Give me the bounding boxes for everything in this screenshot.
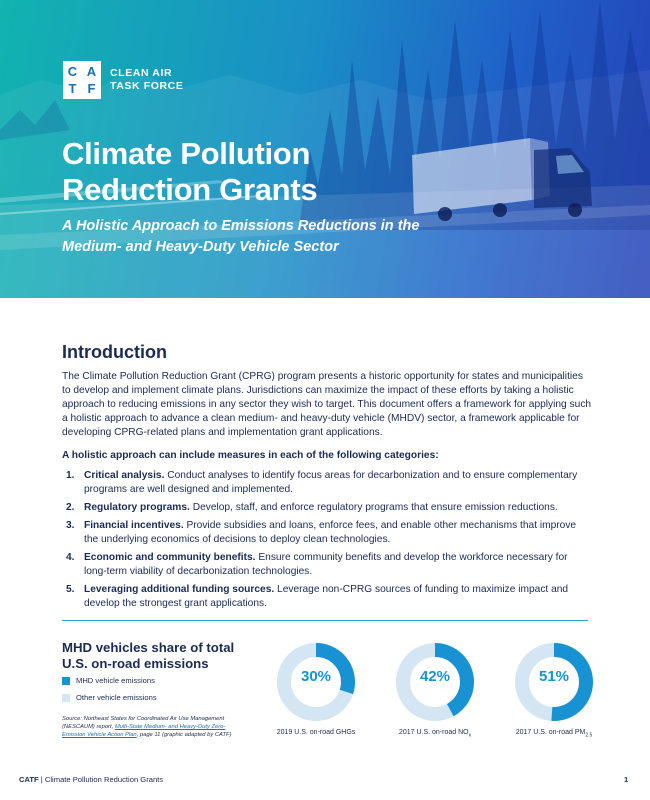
logo-letter: T <box>68 81 77 96</box>
legend-swatch-mhd <box>62 677 70 685</box>
list-item-text: Provide subsidies and loans, enforce fees, and enable other mechanisms that improve the underlying economics of decisions to deploy clean technologies. <box>84 520 577 545</box>
donut-percent: 30% <box>300 668 332 685</box>
donut-caption-text: 2019 U.S. on-road GHGs <box>276 729 356 736</box>
legend-swatch-other <box>62 694 70 702</box>
donut-caption-subscript: 2.5 <box>585 732 593 739</box>
legend-item <box>62 676 157 685</box>
logo-letter: A <box>86 64 97 79</box>
list-item-text: Ensure community benefits and develop the workforce necessary for long-term viability of decarbonization technologies. <box>84 552 568 577</box>
list-item-text: Develop, staff, and enforce regulatory programs that ensure emission reductions. <box>189 502 558 513</box>
emissions-heading: MHD vehicles share of total U.S. on-road emissions <box>62 640 235 671</box>
list-number: 2. <box>66 502 75 513</box>
source-prefix: Source: Northeast States for Coordinated Air Use Management (NESCAUM) report, <box>62 716 225 730</box>
list-item <box>62 469 592 497</box>
page-number: 1 <box>624 775 629 784</box>
donut-chart-nox <box>373 640 497 738</box>
list-item-title: Economic and community benefits. <box>84 552 256 563</box>
categories-list <box>62 469 592 611</box>
document-title <box>62 136 317 208</box>
logo-letter: F <box>87 81 96 96</box>
list-number: 3. <box>66 520 75 531</box>
footer-doc-title: Climate Pollution Reduction Grants <box>44 775 164 784</box>
list-item-title: Regulatory programs. <box>84 502 190 513</box>
introduction-section <box>62 342 592 615</box>
legend-label: Other vehicle emissions <box>76 693 157 702</box>
footer-separator: | <box>38 775 45 784</box>
org-name-line2: TASK FORCE <box>110 80 184 92</box>
org-name-line1: CLEAN AIR <box>110 67 173 79</box>
list-item-title: Financial incentives. <box>84 520 184 531</box>
source-link[interactable]: Multi-State Medium- and Heavy-Duty Zero-Emission Vehicle Action Plan <box>62 724 226 738</box>
donut-caption-text: 2017 U.S. on-road NO <box>398 729 469 736</box>
donut-chart-ghg <box>254 640 378 736</box>
org-name <box>110 67 183 93</box>
footer-org: CATF <box>19 775 39 784</box>
list-item <box>62 501 592 515</box>
donut-percent: 42% <box>419 668 451 685</box>
donut-caption-text: 2017 U.S. on-road PM <box>515 729 586 736</box>
list-item-text: Leverage non-CPRG sources of funding to maximize impact and develop the strongest grant applications. <box>84 584 569 609</box>
list-item-title: Leveraging additional funding sources. <box>84 584 275 595</box>
donut-caption <box>492 729 616 738</box>
list-item-text: Conduct analyses to identify focus areas for decarbonization and to ensure complementary programs are well designed and implemented. <box>84 470 578 495</box>
title-line2: Reduction Grants <box>62 172 318 207</box>
donut-caption <box>254 729 378 736</box>
list-number: 5. <box>66 584 75 595</box>
list-item <box>62 519 592 547</box>
section-heading: Introduction <box>62 342 167 362</box>
donut-caption <box>373 729 497 738</box>
document-subtitle: A Holistic Approach to Emissions Reductions in the Medium- and Heavy-Duty Vehicle Sector <box>62 218 420 255</box>
source-note <box>62 715 240 739</box>
catf-logo <box>63 61 101 99</box>
legend-item <box>62 693 157 702</box>
title-line1: Climate Pollution <box>62 136 311 171</box>
chart-legend <box>62 676 157 710</box>
categories-lead: A holistic approach can include measures in each of the following categories: <box>62 450 439 461</box>
list-item <box>62 583 592 611</box>
list-item <box>62 551 592 579</box>
intro-paragraph: The Climate Pollution Reduction Grant (CPRG) program presents a historic opportunity for states and municipalities to develop and implement climate plans. Jurisdictions can maximize the impact of these efforts by taking a holistic approach to reducing emissions in any sector they wish to target. This document offers a framework for applying such a holistic approach to advance a clean medium- and heavy-duty vehicle (MHDV) sector, a framework applicable for developing CPRG-related plans and implementation grant applications. <box>62 371 592 438</box>
list-number: 4. <box>66 552 75 563</box>
donut-caption-subscript: x <box>468 732 472 739</box>
list-number: 1. <box>66 470 75 481</box>
hero-banner <box>0 0 650 298</box>
logo-letter: C <box>67 64 78 79</box>
source-suffix: , page 11 (graphic adapted by CATF) <box>136 732 232 738</box>
donut-chart-pm <box>492 640 616 738</box>
legend-label: MHD vehicle emissions <box>76 676 155 685</box>
list-item-title: Critical analysis. <box>84 470 165 481</box>
donut-percent: 51% <box>538 668 570 685</box>
page-footer <box>19 775 163 784</box>
section-divider <box>62 620 588 621</box>
